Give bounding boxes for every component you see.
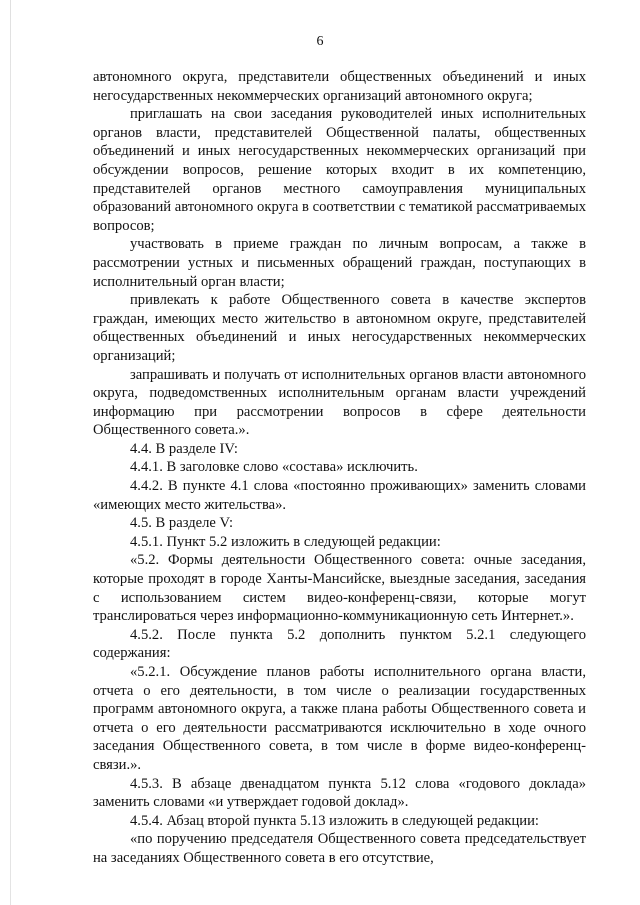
paragraph-4-5-4: 4.5.4. Абзац второй пункта 5.13 изложить в следующей редакции: — [130, 812, 539, 829]
quoted-paragraph-5-13: «по поручению председателя Общественного совета председательствует на заседаниях Общественного совета в его отсутствие, — [93, 831, 586, 866]
paragraph-2: приглашать на свои заседания руководителей иных исполнительных органов власти, представителей Общественной палаты, общественных объединений и иных негосударственных некоммерческих организаций при обсуждении вопросов, решение которых входит в их компетенцию, представителей органов местного самоуправления муниципальных образований автономного округа в соответствии с тематикой рассматриваемых вопросов; — [93, 106, 586, 234]
scan-edge-line — [10, 0, 11, 905]
paragraph-4-5-2: 4.5.2. После пункта 5.2 дополнить пунктом 5.2.1 следующего содержания: — [93, 626, 586, 662]
paragraph-4-4-1: 4.4.1. В заголовке слово «состава» исключить. — [130, 459, 418, 476]
section-heading-4-5: 4.5. В разделе V: — [130, 515, 234, 532]
section-heading-4-4: 4.4. В разделе IV: — [130, 440, 238, 457]
paragraph-4-5-1: 4.5.1. Пункт 5.2 изложить в следующей редакции: — [130, 533, 441, 550]
paragraph-3: участвовать в приеме граждан по личным вопросам, а также в рассмотрении устных и письменных обращений граждан, поступающих в исполнительный орган власти; — [93, 236, 586, 290]
page-number: 6 — [316, 34, 324, 49]
paragraph-4: привлекать к работе Общественного совета в качестве экспертов граждан, имеющих место жительство в автономном округе, представителей общественных объединений и иных негосударственных некоммерческих организаций; — [93, 292, 586, 364]
quoted-paragraph-5-2: «5.2. Формы деятельности Общественного совета: очные заседания, которые проходят в городе Ханты-Мансийске, выездные заседания, заседания с использованием систем видео-конференц-связи, которые могут транслироваться через информационно-коммуникационную сеть Интернет.». — [93, 552, 586, 625]
paragraph-1: автономного округа, представители общественных объединений и иных негосударственных некоммерческих организаций автономного округа; — [93, 69, 586, 104]
paragraph-5: запрашивать и получать от исполнительных органов власти автономного округа, подведомственных исполнительным органам власти учреждений информацию при рассмотрении вопросов в сфере деятельности Общественного совета.». — [93, 366, 586, 439]
document-body — [93, 68, 586, 868]
paragraph-4-5-3: 4.5.3. В абзаце двенадцатом пункта 5.12 слова «годового доклада» заменить словами «и утверждает годовой доклад». — [93, 775, 586, 811]
paragraph-4-4-2: 4.4.2. В пункте 4.1 слова «постоянно проживающих» заменить словами «имеющих место жительства». — [93, 478, 586, 513]
quoted-paragraph-5-2-1: «5.2.1. Обсуждение планов работы исполнительного органа власти, отчета о его деятельности, в том числе о реализации государственных программ автономного округа, а также плана работы Общественного совета и отчета о его деятельности рассматриваются исключительно в ходе очного заседания Общественного совета, в том числе в форме видео-конференц-связи.». — [93, 664, 586, 773]
